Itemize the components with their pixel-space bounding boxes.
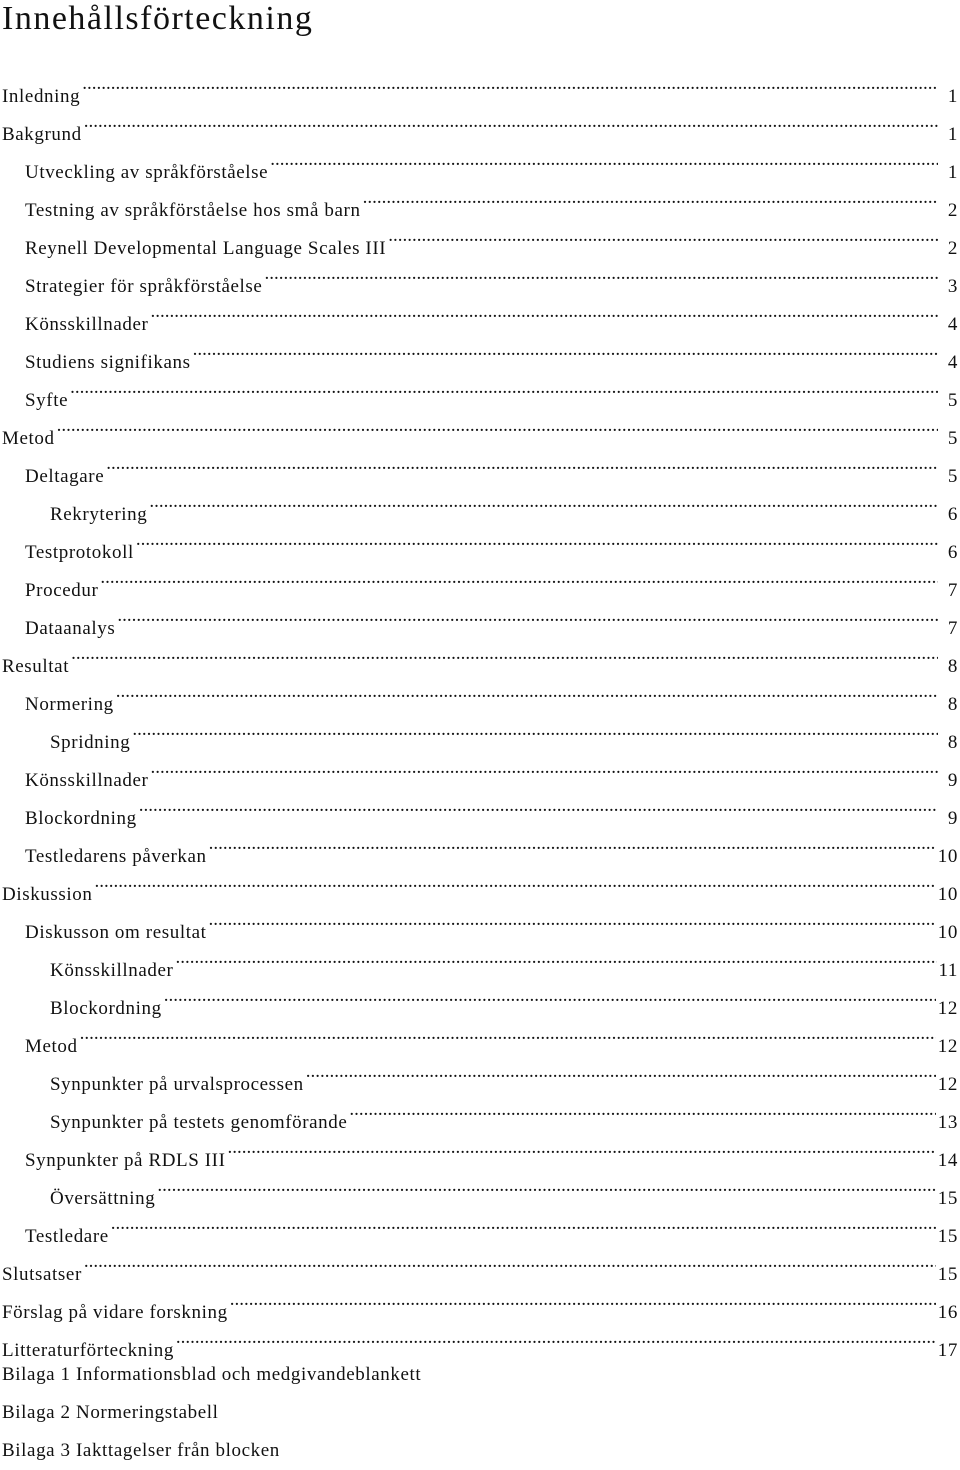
dot-leader xyxy=(209,824,936,862)
toc-entry[interactable] xyxy=(0,482,960,520)
dot-leader xyxy=(71,634,938,672)
toc-entry-page-number: 4 xyxy=(940,344,960,382)
dot-leader xyxy=(209,900,936,938)
toc-entry-page-number: 15 xyxy=(938,1180,960,1218)
appendix-entry[interactable]: Bilaga 1 Informationsblad och medgivandeblankett xyxy=(0,1356,960,1394)
toc-entry[interactable] xyxy=(0,558,960,596)
toc-entry[interactable] xyxy=(0,1204,960,1242)
toc-entry-label: Metod xyxy=(25,1028,78,1066)
toc-entry[interactable] xyxy=(0,596,960,634)
toc-entry[interactable] xyxy=(0,254,960,292)
dot-leader xyxy=(84,1242,936,1280)
toc-entry-page-number: 6 xyxy=(940,534,960,572)
dot-leader xyxy=(164,976,936,1014)
toc-entry-page-number: 12 xyxy=(938,1028,960,1066)
dot-leader xyxy=(100,558,938,596)
dot-leader xyxy=(70,368,938,406)
toc-entry[interactable] xyxy=(0,1166,960,1204)
dot-leader xyxy=(230,1280,936,1318)
dot-leader xyxy=(264,254,938,292)
dot-leader xyxy=(57,406,938,444)
dot-leader xyxy=(157,1166,935,1204)
dot-leader xyxy=(106,444,938,482)
toc-entry-label: Studiens signifikans xyxy=(25,344,191,382)
toc-entry-label: Rekrytering xyxy=(50,496,147,534)
dot-leader xyxy=(117,596,938,634)
toc-entry-label: Synpunkter på urvalsprocessen xyxy=(50,1066,304,1104)
toc-entry[interactable] xyxy=(0,1014,960,1052)
toc-entry-label: Diskussion xyxy=(2,876,92,914)
dot-leader xyxy=(175,938,936,976)
toc-entry-label: Testprotokoll xyxy=(25,534,134,572)
toc-entry[interactable] xyxy=(0,634,960,672)
toc-entry-page-number: 3 xyxy=(940,268,960,306)
toc-entry[interactable] xyxy=(0,368,960,406)
toc-entry[interactable] xyxy=(0,1242,960,1280)
dot-leader xyxy=(306,1052,936,1090)
dot-leader xyxy=(176,1318,936,1356)
toc-entry-label: Blockordning xyxy=(50,990,162,1028)
toc-entry-page-number: 12 xyxy=(938,1066,960,1104)
toc-entry-page-number: 1 xyxy=(940,154,960,192)
toc-entry-label: Resultat xyxy=(2,648,69,686)
toc-entry-label: Diskusson om resultat xyxy=(25,914,207,952)
toc-entry[interactable] xyxy=(0,64,960,102)
toc-entry-page-number: 7 xyxy=(940,610,960,648)
toc-entry-label: Reynell Developmental Language Scales III xyxy=(25,230,386,268)
toc-entry-label: Förslag på vidare forskning xyxy=(2,1294,228,1332)
page-title: Innehållsförteckning xyxy=(2,0,313,38)
toc-entry-label: Blockordning xyxy=(25,800,137,838)
dot-leader xyxy=(363,178,938,216)
toc-entry-page-number: 5 xyxy=(940,420,960,458)
toc-entry-label: Litteraturförteckning xyxy=(2,1332,174,1370)
dot-leader xyxy=(116,672,938,710)
toc-entry[interactable] xyxy=(0,786,960,824)
toc-entry[interactable] xyxy=(0,102,960,140)
toc-entry-page-number: 5 xyxy=(940,458,960,496)
toc-entry[interactable] xyxy=(0,406,960,444)
toc-entry-label: Inledning xyxy=(2,78,80,116)
toc-entry-page-number: 1 xyxy=(940,78,960,116)
dot-leader xyxy=(193,330,938,368)
dot-leader xyxy=(388,216,938,254)
toc-entry[interactable] xyxy=(0,1280,960,1318)
toc-entry[interactable] xyxy=(0,216,960,254)
toc-entry-label: Testledare xyxy=(25,1218,109,1256)
toc-entry[interactable] xyxy=(0,1128,960,1166)
toc-entry-label: Bakgrund xyxy=(2,116,82,154)
toc-entry[interactable] xyxy=(0,862,960,900)
dot-leader xyxy=(111,1204,936,1242)
toc-entry-label: Procedur xyxy=(25,572,98,610)
toc-entry[interactable] xyxy=(0,1318,960,1356)
toc-entry-label: Slutsatser xyxy=(2,1256,82,1294)
toc-entry-page-number: 14 xyxy=(938,1142,960,1180)
toc-entry-page-number: 13 xyxy=(938,1104,960,1142)
dot-leader xyxy=(82,64,938,102)
dot-leader xyxy=(80,1014,936,1052)
toc-entry-page-number: 16 xyxy=(938,1294,960,1332)
toc-entry-page-number: 15 xyxy=(938,1218,960,1256)
toc-entry-label: Normering xyxy=(25,686,114,724)
toc-entry-page-number: 7 xyxy=(940,572,960,610)
toc-entry-page-number: 8 xyxy=(940,686,960,724)
toc-entry-label: Synpunkter på testets genomförande xyxy=(50,1104,347,1142)
toc-entry[interactable] xyxy=(0,824,960,862)
toc-entry-label: Strategier för språkförståelse xyxy=(25,268,262,306)
toc-entry-label: Dataanalys xyxy=(25,610,115,648)
toc-entry[interactable] xyxy=(0,330,960,368)
toc-entry-label: Könsskillnader xyxy=(25,306,148,344)
toc-entry-page-number: 2 xyxy=(940,192,960,230)
toc-entry-page-number: 10 xyxy=(938,914,960,952)
toc-entry-page-number: 11 xyxy=(939,952,960,990)
toc-entry-label: Deltagare xyxy=(25,458,104,496)
toc-entry-page-number: 9 xyxy=(940,762,960,800)
toc-entry-page-number: 10 xyxy=(938,838,960,876)
toc-entry-page-number: 8 xyxy=(940,648,960,686)
toc-entry-label: Metod xyxy=(2,420,55,458)
toc-entry[interactable] xyxy=(0,140,960,178)
table-of-contents xyxy=(0,64,960,1470)
toc-entry[interactable] xyxy=(0,748,960,786)
toc-entry-page-number: 4 xyxy=(940,306,960,344)
toc-entry-label: Könsskillnader xyxy=(50,952,173,990)
toc-entry-page-number: 12 xyxy=(938,990,960,1028)
dot-leader xyxy=(149,482,938,520)
dot-leader xyxy=(132,710,938,748)
toc-entry[interactable] xyxy=(0,292,960,330)
toc-entry-page-number: 9 xyxy=(940,800,960,838)
toc-entry-label: Syfte xyxy=(25,382,68,420)
toc-entry-label: Testledarens påverkan xyxy=(25,838,207,876)
toc-entry[interactable] xyxy=(0,900,960,938)
dot-leader xyxy=(84,102,938,140)
toc-entry-page-number: 5 xyxy=(940,382,960,420)
toc-entry[interactable] xyxy=(0,976,960,1014)
toc-entry[interactable] xyxy=(0,938,960,976)
toc-entry[interactable] xyxy=(0,1052,960,1090)
toc-entry-page-number: 17 xyxy=(938,1332,960,1370)
toc-entry-label: Utveckling av språkförståelse xyxy=(25,154,268,192)
toc-entry-page-number: 6 xyxy=(940,496,960,534)
toc-entry[interactable] xyxy=(0,672,960,710)
toc-entry-label: Spridning xyxy=(50,724,130,762)
toc-entry[interactable] xyxy=(0,1090,960,1128)
dot-leader xyxy=(136,520,938,558)
toc-entry-page-number: 8 xyxy=(940,724,960,762)
toc-entry-label: Testning av språkförståelse hos små barn xyxy=(25,192,361,230)
toc-entry-page-number: 1 xyxy=(940,116,960,154)
toc-entry[interactable] xyxy=(0,520,960,558)
appendix-entry[interactable]: Bilaga 2 Normeringstabell xyxy=(0,1394,960,1432)
dot-leader xyxy=(228,1128,936,1166)
toc-entry-page-number: 15 xyxy=(938,1256,960,1294)
toc-entry-label: Könsskillnader xyxy=(25,762,148,800)
dot-leader xyxy=(150,292,938,330)
dot-leader xyxy=(94,862,935,900)
dot-leader xyxy=(139,786,938,824)
toc-entry-page-number: 10 xyxy=(938,876,960,914)
appendix-entry[interactable]: Bilaga 3 Iakttagelser från blocken xyxy=(0,1432,960,1470)
toc-entry-label: Synpunkter på RDLS III xyxy=(25,1142,226,1180)
toc-entry[interactable] xyxy=(0,178,960,216)
dot-leader xyxy=(349,1090,935,1128)
dot-leader xyxy=(270,140,938,178)
dot-leader xyxy=(150,748,938,786)
toc-entry[interactable] xyxy=(0,710,960,748)
toc-entry-page-number: 2 xyxy=(940,230,960,268)
toc-entry[interactable] xyxy=(0,444,960,482)
toc-entry-label: Översättning xyxy=(50,1180,155,1218)
